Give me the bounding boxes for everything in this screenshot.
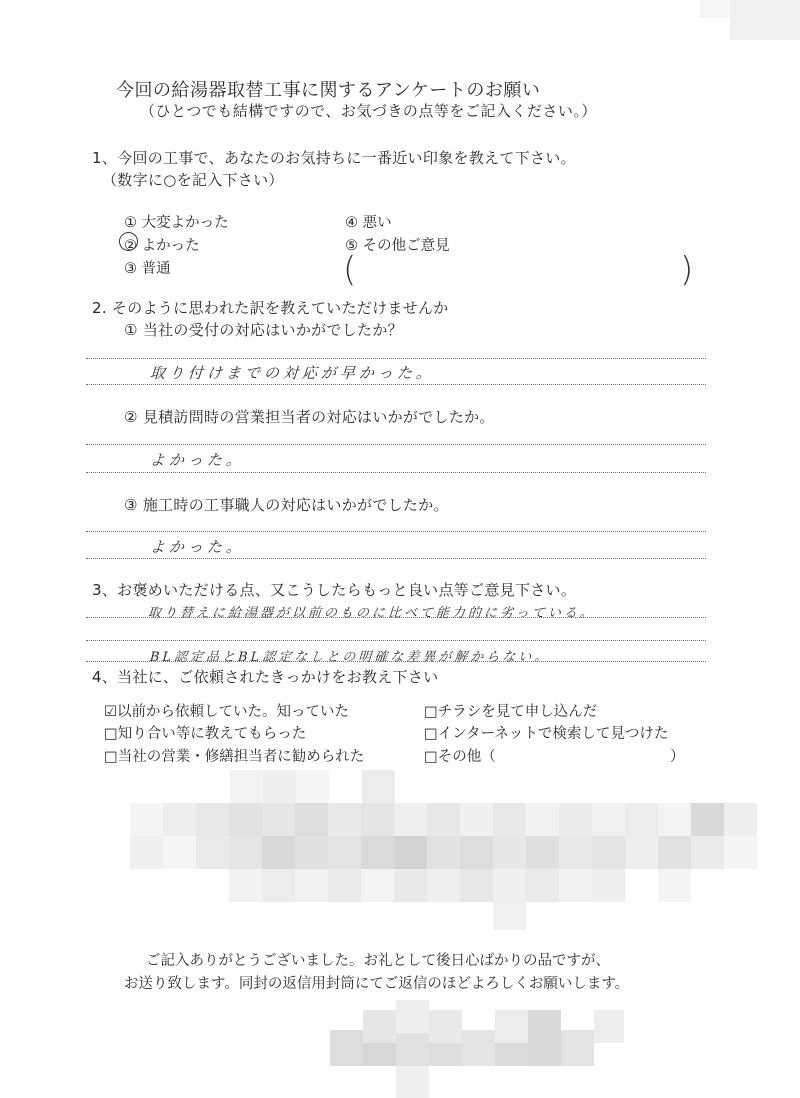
answer-line bbox=[86, 661, 706, 662]
answer-line bbox=[86, 358, 706, 359]
q2-sub2-question: ② 見積訪問時の営業担当者の対応はいかがでしたか。 bbox=[124, 408, 495, 426]
q3-question: 3、お褒めいただける点、又こうしたらもっと良い点等ご意見下さい。 bbox=[92, 581, 577, 599]
q2-sub3-answer: よかった。 bbox=[149, 538, 246, 556]
redacted-mosaic bbox=[130, 770, 760, 930]
q1-instruction: （数字に○を記入下さい） bbox=[102, 171, 284, 189]
answer-line bbox=[86, 444, 706, 445]
q4-option-sales-rep: □当社の営業・修繕担当者に勧められた bbox=[104, 749, 365, 765]
answer-line bbox=[86, 531, 706, 532]
q1-option-5: ⑤ その他ご意見 bbox=[345, 238, 450, 254]
q3-answer-line1: 取り替えに給湯器が以前のものに比べて能力的に劣っている。 bbox=[147, 606, 597, 621]
footer-line1: ご記入ありがとうございました。お礼として後日心ばかりの品ですが、 bbox=[146, 953, 610, 969]
q2-question: 2. そのように思われた訳を教えていただけませんか bbox=[92, 299, 449, 317]
q2-sub1-answer: 取り付けまでの対応が早かった。 bbox=[149, 364, 436, 382]
q4-option-acquaintance: □知り合い等に教えてもらった bbox=[104, 726, 307, 742]
q4-option-other-close: ） bbox=[670, 749, 685, 765]
q2-sub1-question: ① 当社の受付の対応はいかがでしたか？ bbox=[124, 321, 403, 339]
q1-question: 1、今回の工事で、あなたのお気持ちに一番近い印象を教えて下さい。 bbox=[92, 149, 576, 167]
q3-answer-line2: BL認定品とBL認定なしとの明確な差異が解からない。 bbox=[149, 650, 551, 665]
answer-line bbox=[86, 640, 706, 641]
page-title: 今回の給湯器取替工事に関するアンケートのお願い bbox=[116, 80, 541, 101]
footer-line2: お送り致します。同封の返信用封筒にてご返信のほどよろしくお願いします。 bbox=[124, 976, 630, 992]
q1-close-paren: ) bbox=[680, 250, 694, 290]
scan-artifact bbox=[700, 0, 730, 18]
page-subtitle: （ひとつでも結構ですので、お気づきの点等をご記入ください。） bbox=[140, 102, 597, 120]
q4-question: 4、当社に、ご依頼されたきっかけをお教え下さい bbox=[92, 668, 439, 686]
q2-sub3-question: ③ 施工時の工事職人の対応はいかがでしたか。 bbox=[124, 496, 449, 514]
q4-option-flyer: □チラシを見て申し込んだ bbox=[424, 704, 598, 720]
q1-option-4: ④ 悪い bbox=[345, 215, 392, 231]
q1-option-2: ② よかった bbox=[124, 238, 200, 254]
answer-line bbox=[86, 472, 706, 473]
q1-option-3: ③ 普通 bbox=[124, 261, 171, 277]
redacted-mosaic bbox=[330, 1000, 630, 1098]
q4-option-internet: □インターネットで検索して見つけた bbox=[424, 726, 669, 742]
answer-line bbox=[86, 558, 706, 559]
q1-open-paren: ( bbox=[343, 250, 357, 290]
q4-option-previous: ☑以前から依頼していた。知っていた bbox=[104, 704, 349, 720]
q1-option-1: ① 大変よかった bbox=[124, 215, 229, 231]
answer-line bbox=[86, 384, 706, 385]
q2-sub2-answer: よかった。 bbox=[149, 451, 246, 469]
q4-option-other: □その他（ bbox=[424, 749, 496, 765]
scan-artifact bbox=[730, 0, 800, 40]
answer-line bbox=[86, 617, 706, 618]
